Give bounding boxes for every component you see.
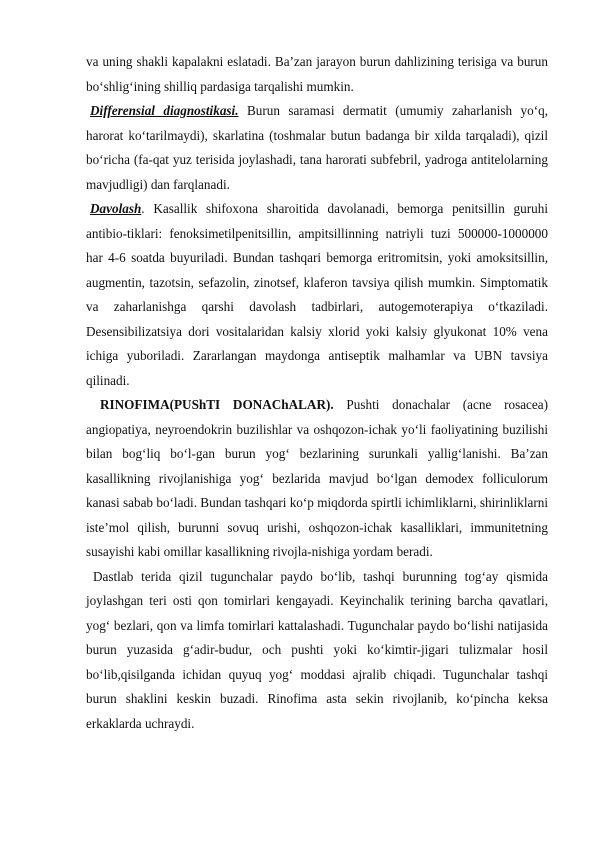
heading-rhinophyma: RINOFIMA(PUShTI DONAChALAR). (100, 397, 334, 412)
paragraph-rhinophyma (86, 393, 548, 565)
paragraph-1: va uning shakli kapalakni eslatadi. Ba’zan jarayon burun dahlizining terisiga va burun bo‘shlig‘ining shilliq pardasiga tarqalishi mumkin. (86, 54, 548, 94)
paragraph-differential-diagnosis (86, 99, 548, 197)
paragraph-text: . Kasallik shifoxona sharoitida davolanadi, bemorga penitsillin guruhi antibio-tiklari: fenoksimetilpenitsillin, ampitsillinning natriyli tuzi 500000-1000000 har 4-6 soatda buyuriladi. Bundan tashqari bemorga eritromitsin, yoki amoksitsillin, augmentin, tazotsin, sefazolin, zinotsef, klaferon tavsiya qilish mumkin. Simptomatik va zaharlanishga qarshi davolash tadbirlari, autogemoterapiya o‘tkaziladi. Desensibilizatsiya dori vositalaridan kalsiy xlorid yoki kalsiy glyukonat 10% vena ichiga yuboriladi. Zararlangan maydonga antiseptik malhamlar va UBN tavsiya qilinadi. (86, 201, 548, 388)
paragraph-text: Pushti donachalar (acne rosacea) angiopatiya, neyroendokrin buzilishlar va oshqozon-ichak yo‘li faoliyatining buzilishi bilan bog‘liq bo‘l-gan burun yog‘ bezlarining surunkali yallig‘lanishi. Ba’zan kasallikning rivojlanishiga yog‘ bezlarida mavjud bo‘lgan demodex folliculorum kanasi sabab bo‘ladi. Bundan tashqari ko‘p miqdorda spirtli ichimliklarni, shirinliklarni iste’mol qilish, burunni sovuq urishi, oshqozon-ichak kasalliklari, immunitetning susayishi kabi omillar kasallikning rivojla-nishiga yordam beradi. (86, 397, 549, 559)
paragraph-treatment (86, 197, 548, 393)
heading-differential-diagnosis: Differensial diagnostikasi. (90, 103, 239, 118)
heading-treatment: Davolash (90, 201, 142, 216)
document-page (86, 50, 548, 736)
paragraph-text: Burun saramasi dermatit (umumiy zaharlanish yo‘q, harorat ko‘tarilmaydi), skarlatina (toshmalar butun badanga bir xilda tarqaladi), qizil bo‘richa (fa-qat yuz terisida joylashadi, tana harorati subfebril, yadroga antitelolarning mavjudligi) dan farqlanadi. (86, 103, 549, 192)
paragraph-5: Dastlab terida qizil tugunchalar paydo bo‘lib, tashqi burunning tog‘ay qismida joylashgan teri osti qon tomirlari kengayadi. Keyinchalik terining barcha qavatlari, yog‘ bezlari, qon va limfa tomirlari kattalashadi. Tugunchalar paydo bo‘lishi natijasida burun yuzasida g‘adir-budur, och pushti yoki ko‘kimtir-jigari tulizmalar hosil bo‘lib,qisilganda ichidan quyuq yog‘ moddasi ajralib chiqadi. Tugunchalar tashqi burun shaklini keskin buzadi. Rinofima asta sekin rivojlanib, ko‘pincha keksa erkaklarda uchraydi. (86, 568, 548, 731)
